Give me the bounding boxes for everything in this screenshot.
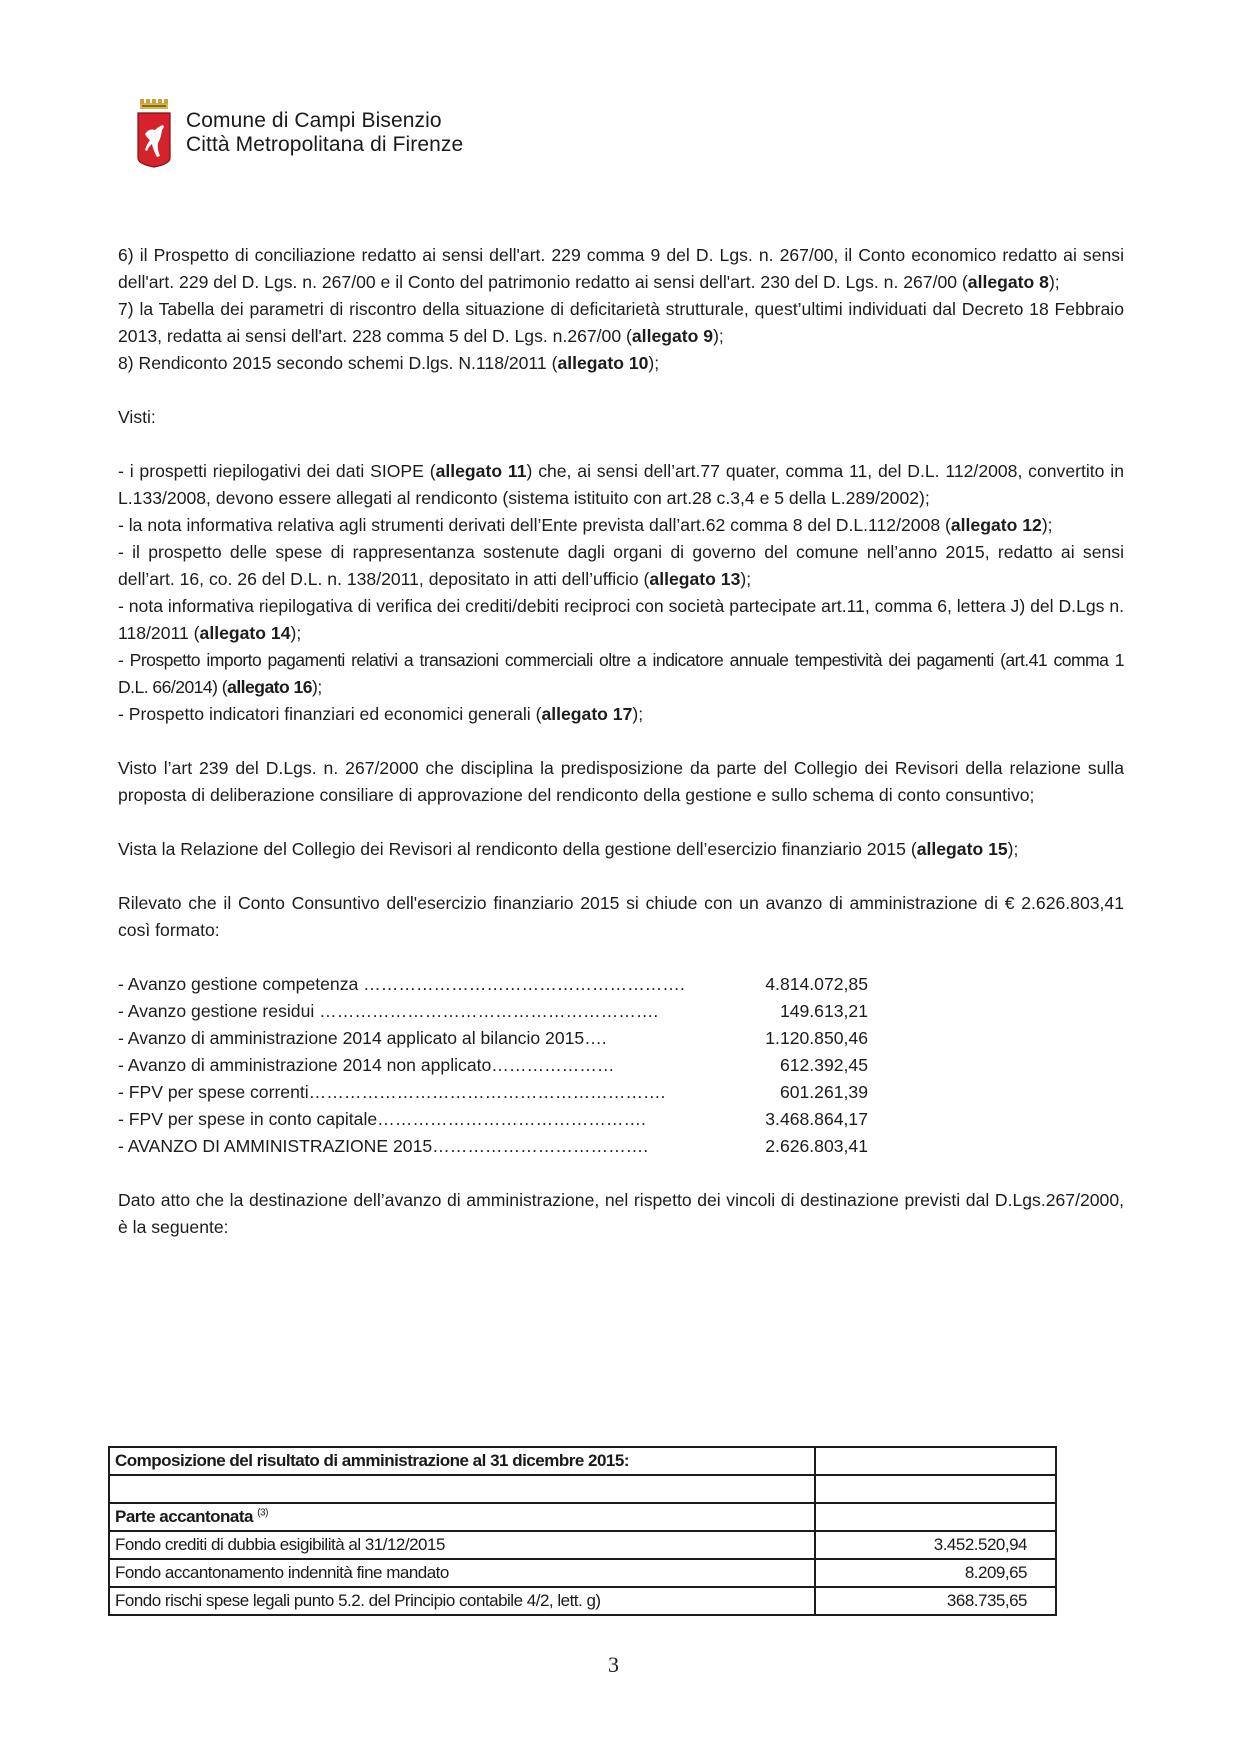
letterhead <box>136 98 463 170</box>
item-8: 8) Rendiconto 2015 secondo schemi D.lgs. N.118/2011 (allegato 10); <box>118 353 660 373</box>
shield-icon <box>137 112 171 168</box>
list-item: - Avanzo gestione residui …………………………………………………. 149.613,21 <box>118 1001 868 1021</box>
visti-heading: Visti: <box>118 407 156 427</box>
bullet-derivati: - la nota informativa relativa agli strumenti derivati dell’Ente prevista dall’art.62 comma 8 del D.L.112/2008 (allegato 12); <box>118 515 1053 535</box>
avanzo-breakdown-list <box>118 971 1124 1160</box>
bullet-crediti-debiti: - nota informativa riepilogativa di verifica dei crediti/debiti reciproci con società partecipate art.11, comma 6, lettera J) del D.Lgs n. 118/2011 (allegato 14); <box>118 596 1124 643</box>
crown-icon <box>139 98 169 110</box>
table-empty-row <box>109 1475 1056 1503</box>
coat-of-arms-icon <box>136 98 172 170</box>
bullet-siope: - i prospetti riepilogativi dei dati SIOPE (allegato 11) che, ai sensi dell’art.77 quater, comma 11, del D.L. 112/2008, convertito in L.133/2008, devono essere allegati al rendiconto (sistema istituito con art.28 c.3,4 e 5 della L.289/2002); <box>118 461 1124 508</box>
document-body <box>118 242 1124 1241</box>
table-row: Fondo accantonamento indennità fine mandato 8.209,65 <box>109 1559 1056 1587</box>
table-row: Fondo rischi spese legali punto 5.2. del Principio contabile 4/2, lett. g) 368.735,65 <box>109 1587 1056 1615</box>
metropolitan-city-name: Città Metropolitana di Firenze <box>186 133 464 156</box>
list-item: - Avanzo gestione competenza ………………………………………………. 4.814.072,85 <box>118 974 868 994</box>
bullet-indicatori: - Prospetto indicatori finanziari ed economici generali (allegato 17); <box>118 704 644 724</box>
section-label: Parte accantonata <box>115 1507 253 1526</box>
list-item: - Avanzo di amministrazione 2014 non applicato………………… 612.392,45 <box>118 1055 868 1075</box>
paragraph-vista-relazione: Vista la Relazione del Collegio dei Revisori al rendiconto della gestione dell’esercizio finanziario 2015 (allegato 15); <box>118 839 1019 859</box>
table-header-row <box>109 1447 1056 1475</box>
footnote-ref: (3) <box>257 1507 268 1519</box>
bullet-pagamenti: - Prospetto importo pagamenti relativi a transazioni commerciali oltre a indicatore annuale tempestività dei pagamenti (art.41 comma 1 D.L. 66/2014) (allegato 16); <box>118 650 1124 697</box>
paragraph-visto-art239: Visto l’art 239 del D.Lgs. n. 267/2000 che disciplina la predisposizione da parte del Collegio dei Revisori della relazione sulla proposta di deliberazione consiliare di approvazione del rendiconto della gestione e sullo schema di conto consuntivo; <box>118 758 1124 805</box>
table-title: Composizione del risultato di amministrazione al 31 dicembre 2015: <box>115 1451 629 1470</box>
table-section-row <box>109 1503 1056 1531</box>
table-row: Fondo crediti di dubbia esigibilità al 31/12/2015 3.452.520,94 <box>109 1531 1056 1559</box>
municipality-name: Comune di Campi Bisenzio <box>186 109 442 132</box>
list-item: - FPV per spese in conto capitale………………………………………. 3.468.864,17 <box>118 1109 868 1129</box>
item-6: 6) il Prospetto di conciliazione redatto ai sensi dell'art. 229 comma 9 del D. Lgs. n. 267/00, il Conto economico redatto ai sensi dell'art. 229 del D. Lgs. n. 267/00 e il Conto del patrimonio redatto ai sensi dell'art. 230 del D. Lgs. n. 267/00 (allegato 8); <box>118 245 1124 292</box>
list-item: - Avanzo di amministrazione 2014 applicato al bilancio 2015…. 1.120.850,46 <box>118 1028 868 1048</box>
page-number: 3 <box>608 1652 619 1677</box>
list-item: - FPV per spese correnti……………………………………………………. 601.261,39 <box>118 1082 868 1102</box>
bullet-rappresentanza: - il prospetto delle spese di rappresentanza sostenute dagli organi di governo del comune nell’anno 2015, redatto ai sensi dell’art. 16, co. 26 del D.L. n. 138/2011, depositato in atti dell’ufficio (allegato 13); <box>118 542 1124 589</box>
item-7: 7) la Tabella dei parametri di riscontro della situazione di deficitarietà strutturale, quest’ultimi individuati dal Decreto 18 Febbraio 2013, redatta ai sensi dell'art. 228 comma 5 del D. Lgs. n.267/00 (allegato 9); <box>118 299 1124 346</box>
result-composition-table <box>108 1446 1057 1616</box>
paragraph-dato-atto: Dato atto che la destinazione dell’avanzo di amministrazione, nel rispetto dei vincoli di destinazione previsti dal D.Lgs.267/2000, è la seguente: <box>118 1190 1124 1237</box>
paragraph-rilevato: Rilevato che il Conto Consuntivo dell'esercizio finanziario 2015 si chiude con un avanzo di amministrazione di € 2.626.803,41 così formato: <box>118 893 1124 940</box>
list-item: - AVANZO DI AMMINISTRAZIONE 2015………………………………. 2.626.803,41 <box>118 1136 868 1156</box>
